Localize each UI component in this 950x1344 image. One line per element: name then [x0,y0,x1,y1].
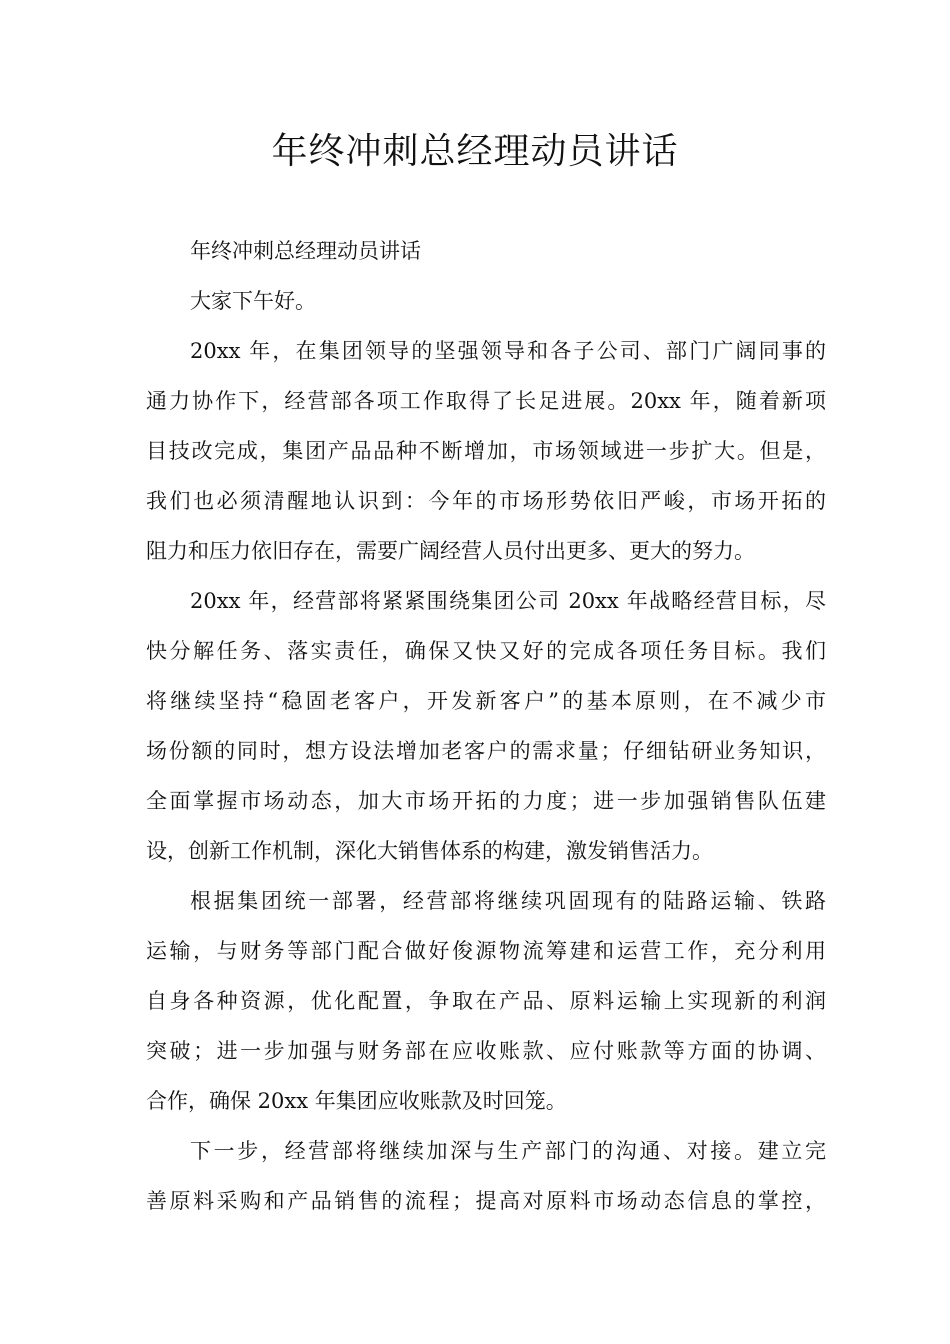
paragraph-line: 运输，与财务等部门配合做好俊源物流筹建和运营工作，充分利用 [146,939,826,963]
paragraph-line: 下一步，经营部将继续加深与生产部门的沟通、对接。建立完 [190,1139,826,1163]
paragraph-line: 根据集团统一部署，经营部将继续巩固现有的陆路运输、铁路 [190,889,826,913]
paragraph-line: 合作，确保 20xx 年集团应收账款及时回笼。 [146,1089,567,1113]
paragraph-line: 场份额的同时，想方设法增加老客户的需求量；仔细钻研业务知识， [146,739,826,763]
paragraph-line: 设，创新工作机制，深化大销售体系的构建，激发销售活力。 [146,839,713,863]
paragraph-line: 20xx 年，经营部将紧紧围绕集团公司 20xx 年战略经营目标，尽 [190,589,826,613]
paragraph-line: 善原料采购和产品销售的流程；提高对原料市场动态信息的掌控， [146,1189,826,1213]
paragraph-line: 全面掌握市场动态，加大市场开拓的力度；进一步加强销售队伍建 [146,789,826,813]
paragraph-line: 我们也必须清醒地认识到：今年的市场形势依旧严峻，市场开拓的 [146,489,826,513]
paragraph-line: 快分解任务、落实责任，确保又快又好的完成各项任务目标。我们 [146,639,826,663]
paragraph-line: 20xx 年，在集团领导的坚强领导和各子公司、部门广阔同事的 [190,339,826,363]
paragraph-line: 将继续坚持“稳固老客户，开发新客户”的基本原则，在不减少市 [146,689,826,713]
greeting-line: 大家下午好。 [190,289,316,313]
paragraph-line: 目技改完成，集团产品品种不断增加，市场领域进一步扩大。但是， [146,439,826,463]
paragraph-line: 阻力和压力依旧存在，需要广阔经营人员付出更多、更大的努力。 [146,539,755,563]
document-title: 年终冲刺总经理动员讲话 [271,131,679,172]
subtitle-line: 年终冲刺总经理动员讲话 [190,239,421,263]
paragraph-line: 突破；进一步加强与财务部在应收账款、应付账款等方面的协调、 [146,1039,826,1063]
paragraph-line: 自身各种资源，优化配置，争取在产品、原料运输上实现新的利润 [146,989,826,1013]
paragraph-line: 通力协作下，经营部各项工作取得了长足进展。20xx 年，随着新项 [146,389,826,413]
